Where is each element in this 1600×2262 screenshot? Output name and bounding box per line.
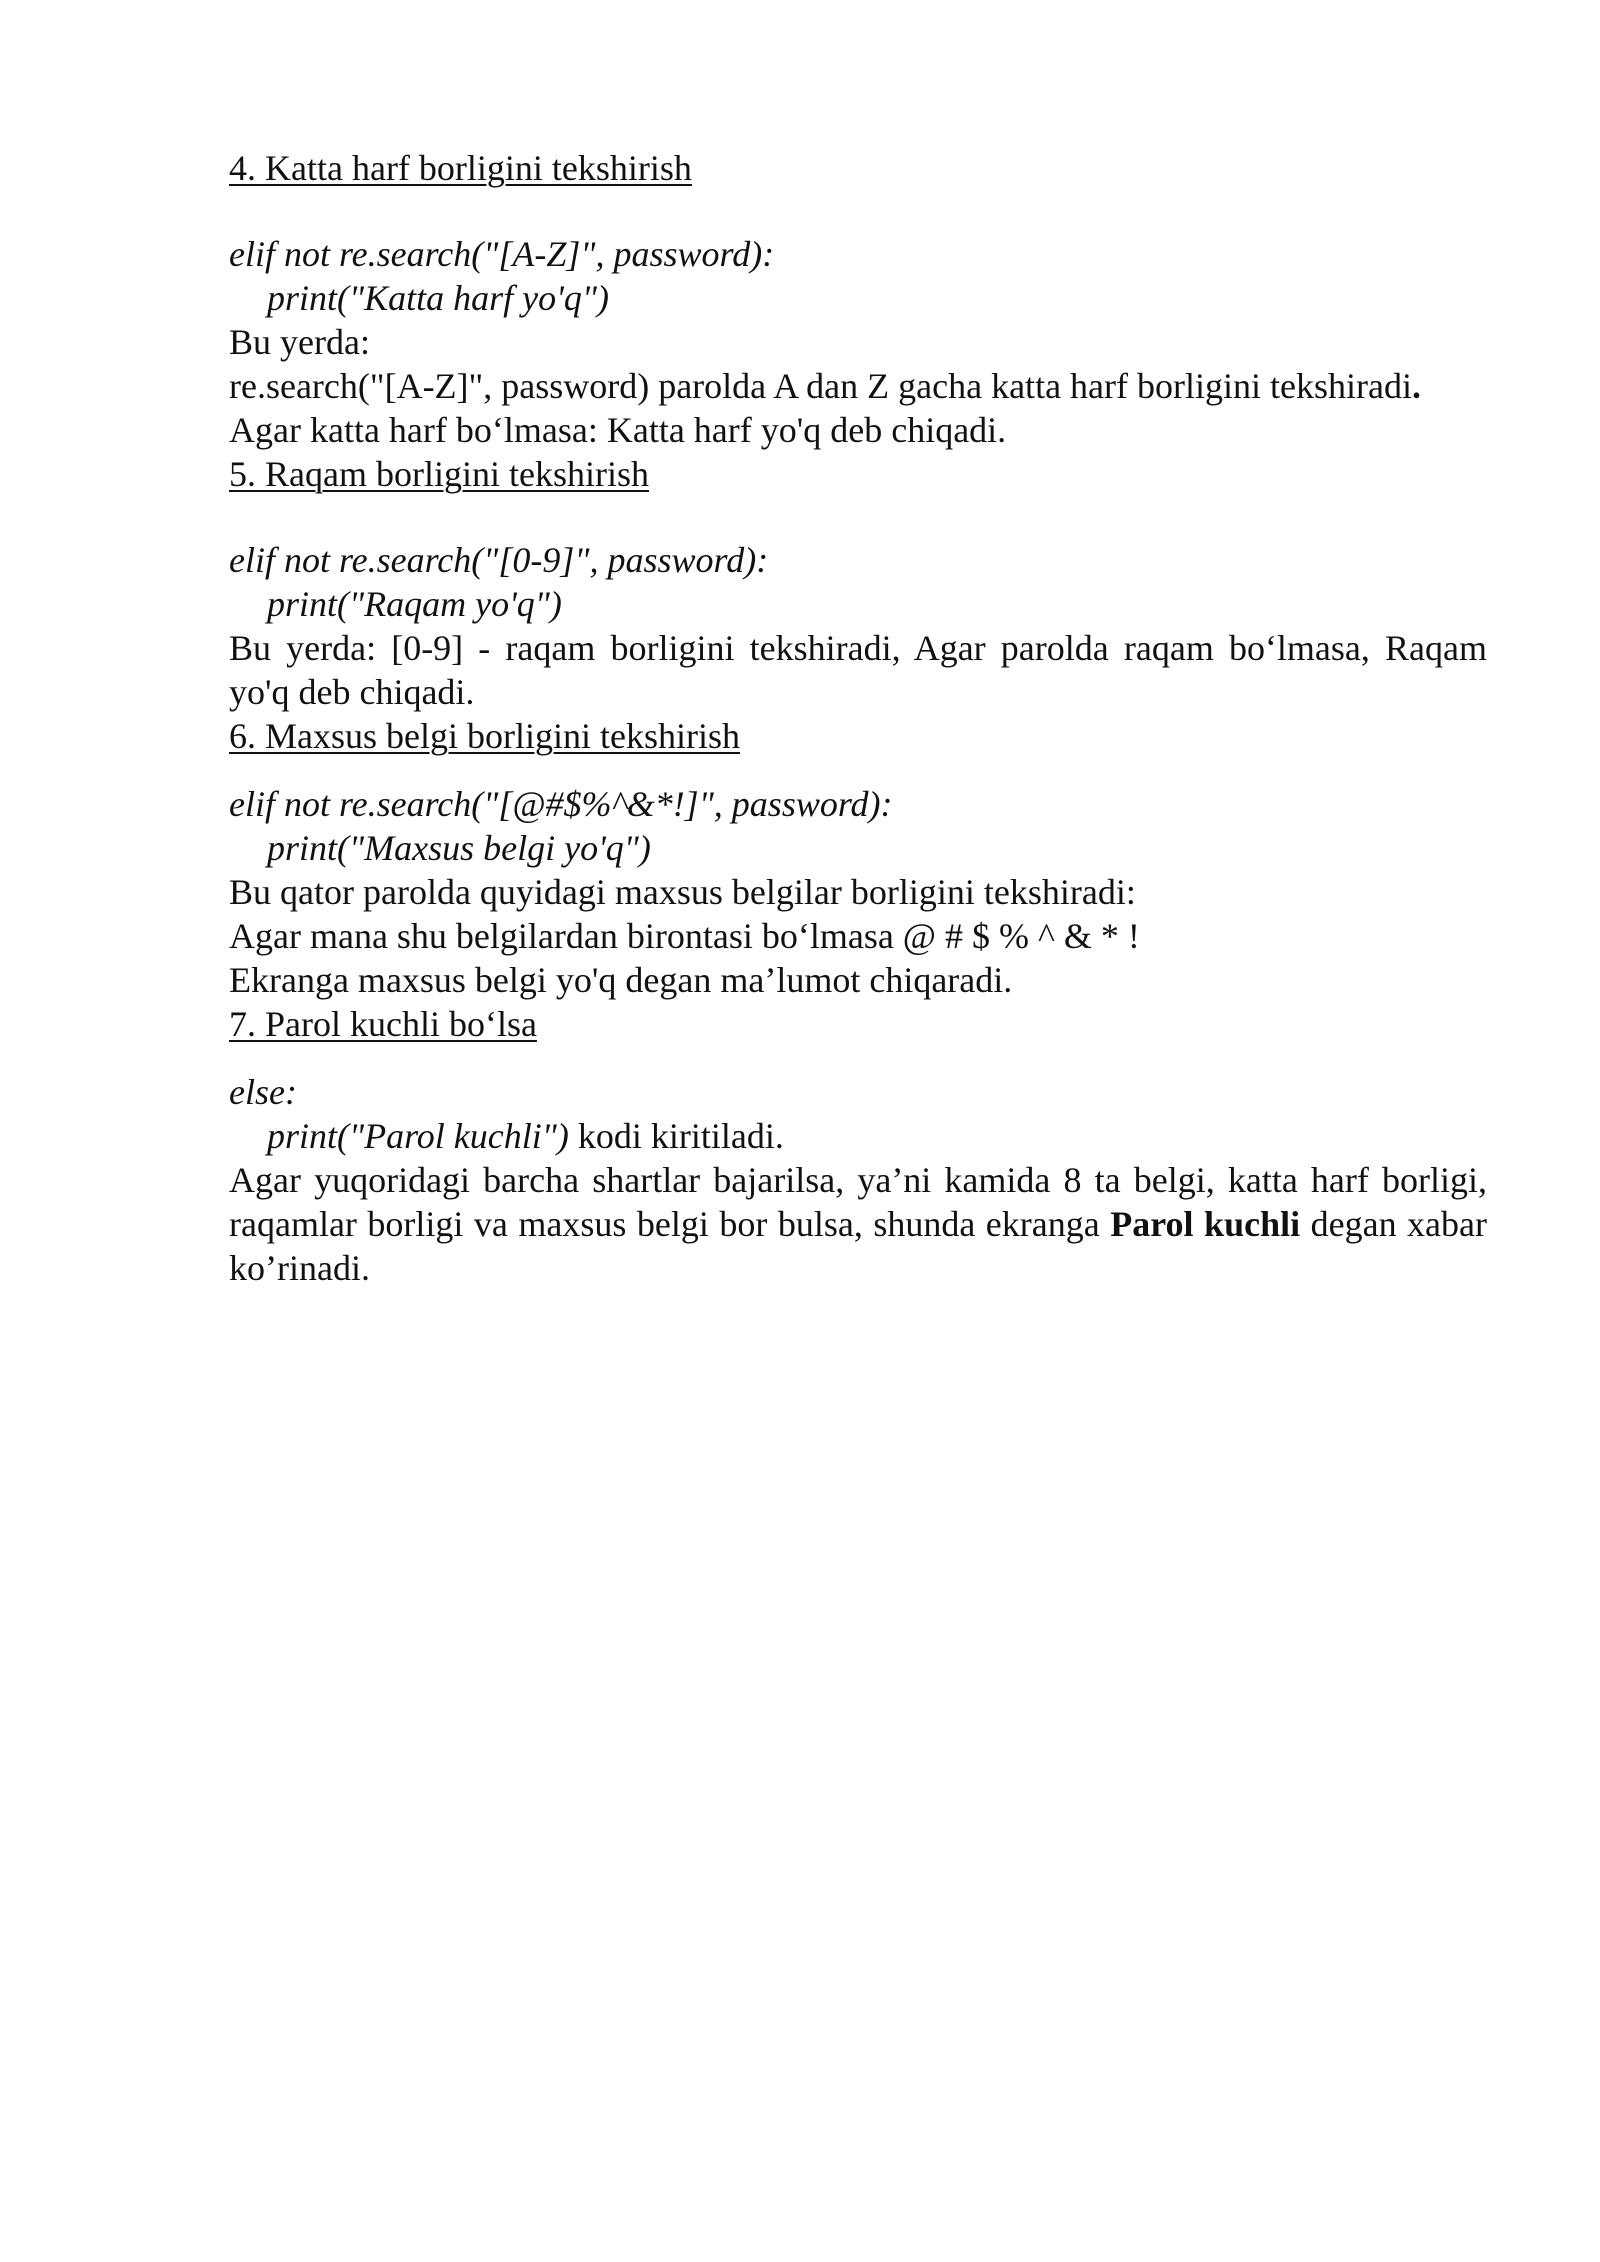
explain-end: . [1411, 366, 1421, 406]
section-heading-7: 7. Parol kuchli bo‘lsa [229, 1004, 537, 1044]
code-line: print("Raqam yo'q") [267, 584, 562, 624]
paragraph-explain-4 [229, 364, 1487, 408]
code-block-4 [229, 232, 1487, 320]
summary-bold-text: Parol kuchli [1110, 1204, 1301, 1244]
document-body [229, 146, 1487, 1290]
code-line: else: [229, 1072, 297, 1112]
code-line: elif not re.search("[0-9]", password): [229, 540, 769, 580]
summary-text-end: degan xabar ko’rinadi. [229, 1204, 1488, 1288]
code-line: elif not re.search("[@#$%^&*!]", password): [229, 784, 893, 824]
code-block-6 [229, 782, 1487, 870]
paragraph-intro-4: Bu yerda: [229, 322, 370, 362]
paragraph-line-6b: Agar mana shu belgilardan birontasi bo‘lmasa @ # $ % ^ & * ! [229, 916, 1140, 956]
paragraph-result-4: Agar katta harf bo‘lmasa: Katta harf yo'q deb chiqadi. [229, 410, 1007, 450]
section-heading-6: 6. Maxsus belgi borligini tekshirish [229, 716, 740, 756]
paragraph-summary-7 [229, 1158, 1487, 1290]
paragraph-line-6a: Bu qator parolda quyidagi maxsus belgilar borligini tekshiradi: [229, 872, 1136, 912]
section-heading-4: 4. Katta harf borligini tekshirish [229, 148, 692, 188]
paragraph-line-6c: Ekranga maxsus belgi yo'q degan ma’lumot chiqaradi. [229, 960, 1013, 1000]
code-line: print("Katta harf yo'q") [267, 278, 609, 318]
summary-text: Agar yuqoridagi barcha shartlar bajarilsa, ya’ni kamida 8 ta belgi, katta harf borligi, raqamlar borligi va maxsus belgi bor bulsa, shunda ekranga [229, 1160, 1487, 1244]
code-line: elif not re.search("[A-Z]", password): [229, 234, 775, 274]
code-block-7 [229, 1070, 1487, 1158]
code-fragment: print("Parol kuchli") [267, 1116, 569, 1156]
section-heading-5: 5. Raqam borligini tekshirish [229, 454, 649, 494]
paragraph-explain-5: Bu yerda: [0-9] - raqam borligini tekshiradi, Agar parolda raqam bo‘lmasa, Raqam yo'q deb chiqadi. [229, 628, 1487, 712]
code-block-5 [229, 538, 1487, 626]
code-line: print("Maxsus belgi yo'q") [267, 828, 651, 868]
code-line-with-suffix [229, 1114, 1487, 1158]
code-suffix-text: kodi kiritiladi. [568, 1116, 784, 1156]
explain-text: re.search("[A-Z]", password) parolda A dan Z gacha katta harf borligini tekshiradi [229, 366, 1412, 406]
